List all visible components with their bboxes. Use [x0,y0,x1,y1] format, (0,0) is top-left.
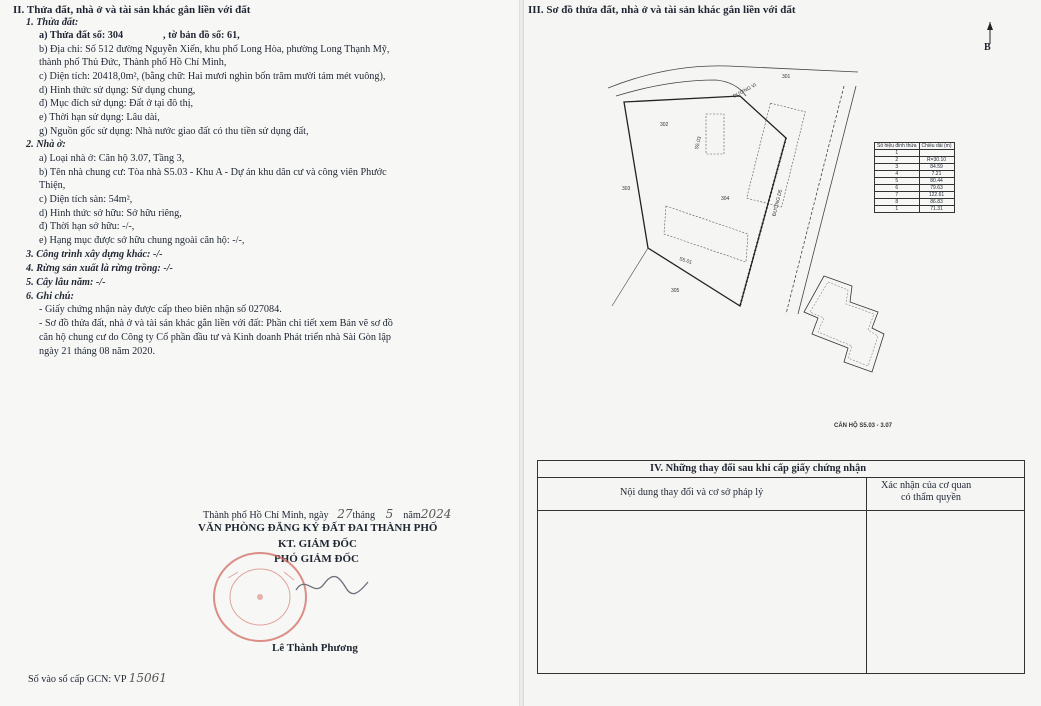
edge-length-table [874,142,955,213]
col-change-content: Nội dung thay đổi và cơ sở pháp lý [620,487,764,498]
legend-length: 71.31 [919,206,954,213]
legend-length: 7.21 [919,171,954,178]
date-day: 27 [337,507,353,521]
ownership-form: d) Hình thức sở hữu: Sở hữu riêng, [39,208,182,219]
common-items: e) Hạng mục được sở hữu chung ngoài căn hộ: -/-, [39,235,245,246]
planted-forest: 4. Rừng sản xuất là rừng trồng: -/- [26,263,173,274]
use-term: e) Thời hạn sử dụng: Lâu dài, [39,112,160,123]
legend-vertex: 6 [875,185,920,192]
legend-length: 86.83 [919,199,954,206]
legend-header-length: Chiều dài (m) [919,143,954,150]
floor-area: c) Diện tích sàn: 54m², [39,194,133,205]
road-d5: ĐƯỜNG D5 [771,188,784,218]
parcel-304: 304 [721,196,730,202]
col-authority-line-1: Xác nhận của cơ quan [881,480,972,491]
house-type: a) Loại nhà ở: Căn hộ 3.07, Tầng 3, [39,153,185,164]
note-diagram-line-3: ngày 21 tháng 08 năm 2020. [39,346,156,357]
building-name-line-1: b) Tên nhà chung cư: Tòa nhà S5.03 - Khu A - Dự án khu dân cư và công viên Phước [39,167,387,178]
legend-length: 79.63 [919,185,954,192]
kt-director: KT. GIÁM ĐỐC [278,538,357,550]
use-origin: g) Nguồn gốc sử dụng: Nhà nước giao đất có thu tiền sử dụng đất, [39,126,309,137]
use-purpose: đ) Mục đích sử dụng: Đất ở tại đô thị, [39,98,194,109]
date-year: 2024 [420,507,452,521]
parcel-305: 305 [671,288,680,294]
legend-vertex: 4 [875,171,920,178]
parcel-302: 302 [660,122,669,128]
parcel-301: 301 [782,74,791,80]
building-name-line-2: Thiện, [39,180,66,191]
ownership-term: đ) Thời hạn sở hữu: -/-, [39,221,135,232]
place-date: Thành phố Hồ Chí Minh, ngày 27tháng 5 năm2024 [203,507,452,521]
legend-length: R=30.10 [919,157,954,164]
north-label: B [984,42,991,53]
legend-vertex: 5 [875,178,920,185]
legend-vertex: 8 [875,199,920,206]
issuing-office: VĂN PHÒNG ĐĂNG KÝ ĐẤT ĐAI THÀNH PHỐ [198,522,438,534]
perennial-trees: 5. Cây lâu năm: -/- [26,277,106,288]
land-parcel-heading: 1. Thửa đất: [26,17,79,28]
legend-length [919,150,954,157]
legend-length: 122.61 [919,192,954,199]
use-form: d) Hình thức sử dụng: Sử dụng chung, [39,85,196,96]
changes-table [537,460,1025,674]
legend-vertex: 1 [875,206,920,213]
section-iii-title: III. Sơ đồ thửa đất, nhà ở và tài sản khác gắn liền với đất [528,4,796,16]
parcel-number: a) Thửa đất số: 304 [39,30,124,41]
note-diagram-line-2: căn hộ chung cư do Công ty Cổ phần đầu tư và Kinh doanh Phát triển nhà Sài Gòn lập [39,332,391,343]
parcel-303: 303 [622,186,631,192]
address-line-2: thành phố Thủ Đức, Thành phố Hồ Chí Minh, [39,57,227,68]
left-page [0,0,520,706]
building-s503: S5.03 [694,135,704,151]
building-s501: S5.01 [678,256,693,266]
section-iv-title: IV. Những thay đổi sau khi cấp giấy chứng nhận [650,463,867,474]
registration-value: 15061 [128,671,167,685]
signature-scribble [292,570,372,600]
map-sheet: , tờ bản đồ số: 61, [163,30,240,41]
section-ii-title: II. Thửa đất, nhà ở và tài sản khác gắn liền với đất [13,4,251,16]
changes-table-header-row [538,478,1024,511]
legend-vertex: 7 [875,192,920,199]
apartment-caption: CĂN HỘ S5.03 - 3.07 [834,423,893,429]
note-receipt: - Giấy chứng nhận này được cấp theo biên nhận số 027084. [39,304,282,315]
col-authority-line-2: có thẩm quyền [901,492,961,503]
notes-heading: 6. Ghi chú: [26,291,74,302]
right-page [524,0,1041,706]
deputy-director: PHÓ GIÁM ĐỐC [274,553,359,565]
changes-table-divider [866,478,867,673]
note-diagram-line-1: - Sơ đồ thửa đất, nhà ở và tài sản khác gắn liền với đất: Phần chi tiết xem Bản vẽ sơ đồ [39,318,393,329]
legend-vertex: 3 [875,164,920,171]
signer-name: Lê Thành Phương [272,642,358,654]
registration-number: Số vào sổ cấp GCN: VP 15061 [28,671,167,685]
road-vi: ĐƯỜNG VI [732,82,758,100]
legend-header-vertex: Số hiệu đỉnh thửa [875,143,920,150]
date-month: 5 [385,507,394,521]
apartment-plan [794,268,904,388]
legend-vertex: 1 [875,150,920,157]
house-heading: 2. Nhà ở: [26,139,66,150]
legend-vertex: 2 [875,157,920,164]
legend-length: 84.59 [919,164,954,171]
changes-table-title-row [538,461,1024,478]
address-line-1: b) Địa chỉ: Số 512 đường Nguyễn Xiển, khu phố Long Hòa, phường Long Thạnh Mỹ, [39,44,390,55]
other-works: 3. Công trình xây dựng khác: -/- [26,249,163,260]
legend-length: 80.44 [919,178,954,185]
land-area: c) Diện tích: 20418,0m², (bằng chữ: Hai mươi nghìn bốn trăm mười tám mét vuông), [39,71,386,82]
